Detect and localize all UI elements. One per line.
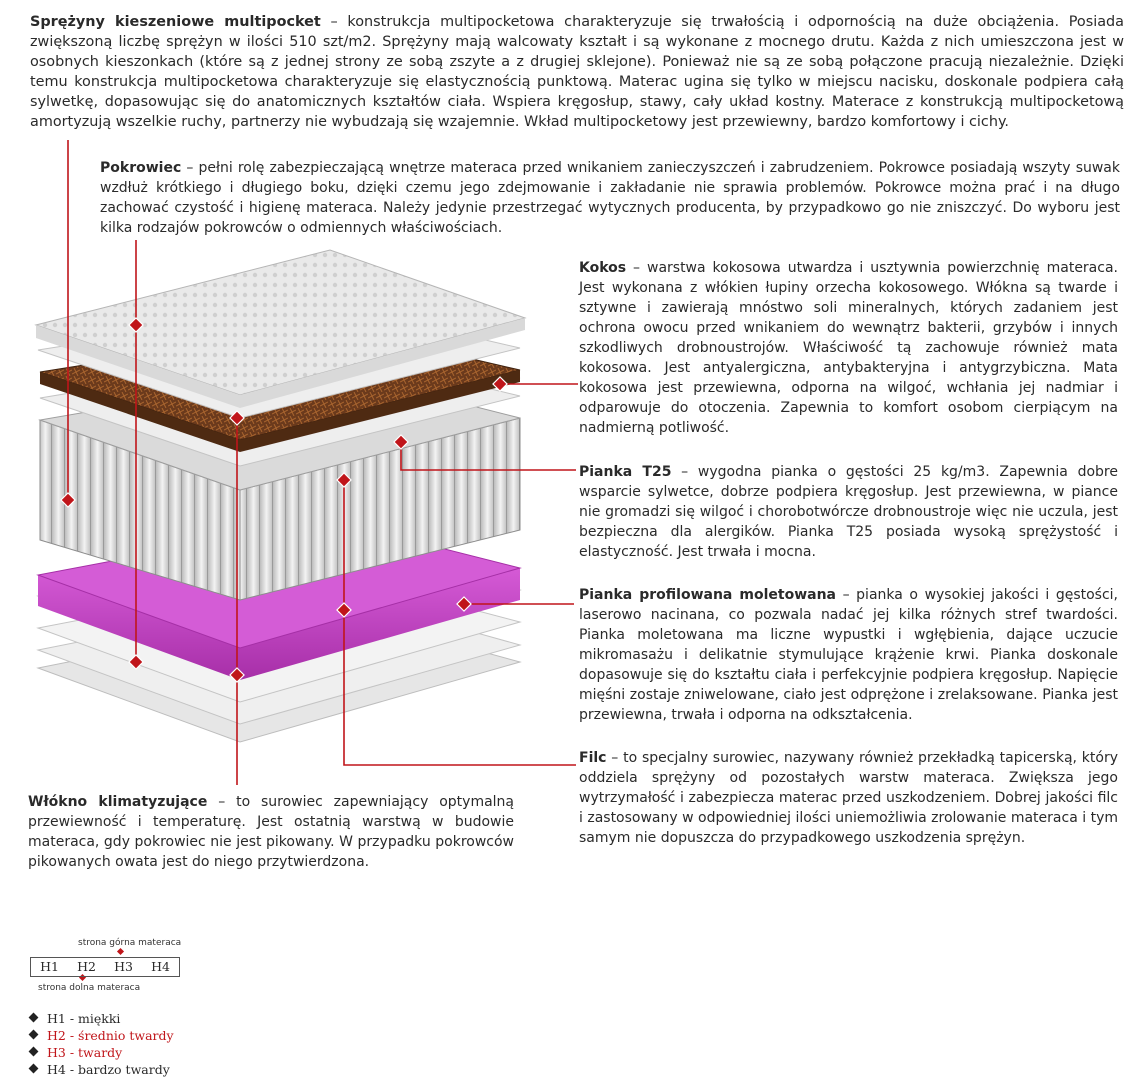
legend-item-h2 <box>30 1027 174 1044</box>
foam-t25-title: Pianka T25 <box>579 464 672 480</box>
legend-label: H3 - twardy <box>47 1045 123 1060</box>
felt-text: – to specjalny surowiec, nazywany również przekładką tapicerską, który oddziela sprężyny od pozostałych warstw materaca. Zwiększa jego wytrzymałość i zabezpiecza materac przed uszkodzeniem. Dobrej jakości filc i zastosowany w odpowiedniej ilości uniemożliwia zrolowanie materaca i tym samym nie dopuszcza do przypadkowego uszkodzenia sprężyn. <box>579 750 1118 846</box>
climate-fiber-text: – to surowiec zapewniający optymalną przewiewność i temperaturę. Jest ostatnią warstwą w budowie materaca, gdy pokrowiec nie jest pikowany. W przypadku pokrowców pikowanych owata jest do niego przytwierdzona. <box>28 794 514 870</box>
hardness-level-h3: H3 <box>114 959 133 974</box>
legend-bullet-icon <box>29 1030 39 1040</box>
legend-label: H4 - bardzo twardy <box>47 1062 170 1077</box>
hardness-level-h4: H4 <box>151 959 170 974</box>
intro-title: Sprężyny kieszeniowe multipocket <box>30 14 321 30</box>
cover-title: Pokrowiec <box>100 160 182 176</box>
foam-t25-text: – wygodna pianka o gęstości 25 kg/m3. Zapewnia dobre wsparcie sylwetce, dobrze podpiera kręgosłup. Jest przewiewna, w piance nie gromadzi się wilgoć i chorobotwórcze drobnoustroje więc nie uczula, jest bezpieczna dla alergików. Pianka T25 posiada wysoką sprężystość i elastyczność. Jest trwała i mocna. <box>579 464 1118 560</box>
climate-fiber-title: Włókno klimatyzujące <box>28 794 208 810</box>
legend-bullet-icon <box>29 1064 39 1074</box>
legend-bullet-icon <box>29 1047 39 1057</box>
hardness-bottom-label: strona dolna materaca <box>38 983 141 993</box>
hardness-scale <box>30 957 180 977</box>
legend-item-h4 <box>30 1061 170 1078</box>
hardness-level-h1: H1 <box>40 959 59 974</box>
profiled-foam-text: – pianka o wysokiej jakości i gęstości, laserowo nacinana, co pozwala nadać jej kilka różnych stref twardości. Pianka moletowana ma liczne wypustki i wgłębienia, dające uczucie mikromasażu i delikatnie stymulujące krążenie krwi. Pianka doskonale dopasowuje się do kształtu ciała i perfekcyjnie podpiera kręgosłup. Napięcie mięśni zostaje zniwelowane, ciało jest odprężone i zrelaksowane. Pianka jest przewiewna, trwała i odporna na odkształcenia. <box>579 587 1119 723</box>
cover-text: – pełni rolę zabezpieczającą wnętrze materaca przed wnikaniem zanieczyszczeń i zabrudzeniem. Pokrowce posiadają wszyty suwak wzdłuż krótkiego i długiego boku, dzięki czemu jego zdejmowanie i zakładanie nie sprawia problemów. Pokrowce można prać i na długo zachować czystość i higienę materaca. Należy jedynie przestrzegać wytycznych producenta, by przypadkowo go nie zniszczyć. Do wyboru jest kilka rodzajów pokrowców o odmiennych właściwościach. <box>100 160 1120 236</box>
hardness-top-marker <box>117 948 124 955</box>
coconut-title: Kokos <box>579 260 627 276</box>
felt-title: Filc <box>579 750 607 766</box>
profiled-foam-title: Pianka profilowana moletowana <box>579 587 836 603</box>
legend-label: H2 - średnio twardy <box>47 1028 174 1043</box>
intro-text: – konstrukcja multipocketowa charakteryzuje się trwałością i odpornością na duże obciążenia. Posiada zwiększoną liczbę sprężyn w ilości 510 szt/m2. Sprężyny mają walcowaty kształt i są wykonane z mocnego drutu. Każda z nich umieszczona jest w osobnych kieszonkach (które są z jednej strony ze sobą zszyte a z drugiej sklejone). Ponieważ nie są ze sobą połączone pracują niezależnie. Dzięki temu konstrukcja multipocketowa charakteryzuje się elastycznością punktową. Materac ugina się tylko w miejscu nacisku, doskonale podpiera całą sylwetkę, dopasowując się do anatomicznych kształtów ciała. Wspiera kręgosłup, stawy, cały układ kostny. Materace z konstrukcją multipocketową amortyzują wszelkie ruchy, partnerzy nie wybudzają się wzajemnie. Wkład multipocketowy jest przewiewny, bardzo komfortowy i cichy. <box>30 14 1124 130</box>
hardness-level-h2: H2 <box>77 959 96 974</box>
coconut-text: – warstwa kokosowa utwardza i usztywnia powierzchnię materaca. Jest wykonana z włókien łupiny orzecha kokosowego. Włókna są twarde i sztywne i zawierają mnóstwo soli mineralnych, których zadaniem jest ochrona owocu przed wnikaniem do wewnątrz bakterii, grzybów i innych szkodliwych drobnoustrojów. Właściwość tą zachowuje również mata kokosowa. Jest antyalergiczna, antybakteryjna i antygrzybiczna. Mata kokosowa jest przewiewna, odporna na wilgoć, wchłania jej nadmiar i odparowuje do otoczenia. Zapewnia to komfort osobom cierpiącym na nadmierną potliwość. <box>579 260 1118 436</box>
legend-label: H1 - miękki <box>47 1011 121 1026</box>
legend-item-h3 <box>30 1044 122 1061</box>
hardness-top-label: strona górna materaca <box>78 938 182 948</box>
legend-bullet-icon <box>29 1013 39 1023</box>
legend-item-h1 <box>30 1010 120 1027</box>
